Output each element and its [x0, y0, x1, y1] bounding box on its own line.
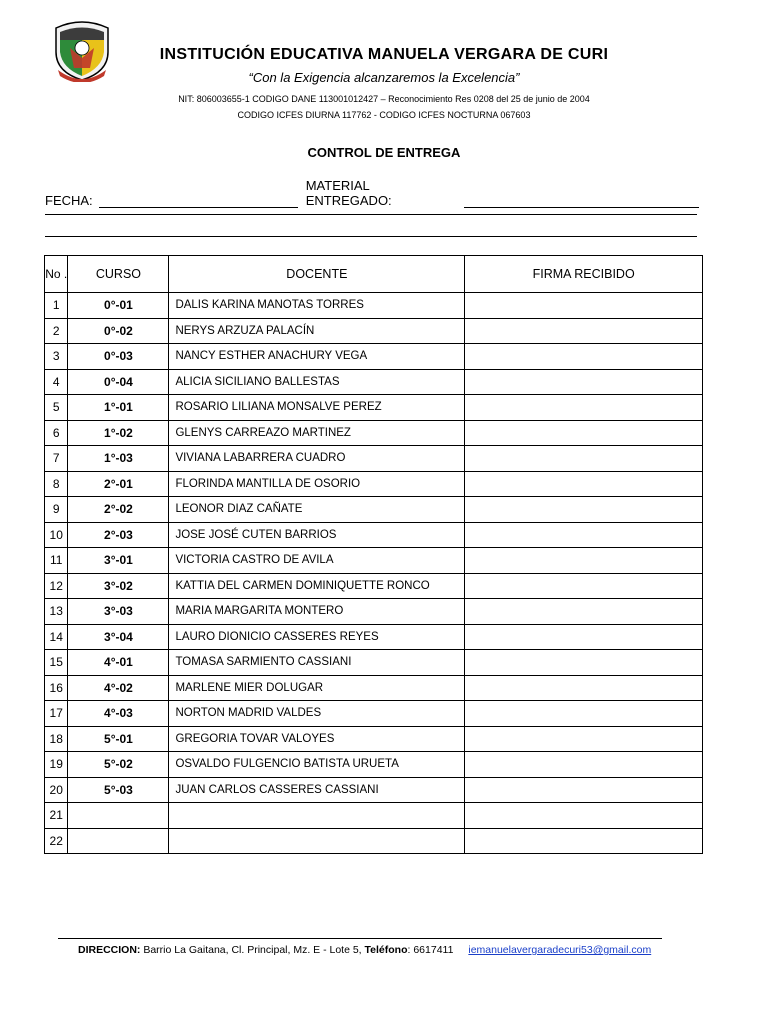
telefono-label: Teléfono — [361, 944, 408, 956]
nit-line: NIT: 806003655-1 CODIGO DANE 113001012427 – Reconocimiento Res 0208 del 25 de junio de 2004 — [178, 94, 590, 104]
row-curso: 0°-04 — [68, 369, 169, 395]
row-firma-field[interactable] — [465, 803, 703, 829]
row-number: 20 — [45, 777, 68, 803]
row-number: 7 — [45, 446, 68, 472]
delivery-control-table — [44, 255, 703, 854]
row-number: 5 — [45, 395, 68, 421]
row-docente: NORTON MADRID VALDES — [169, 701, 465, 727]
row-docente: NANCY ESTHER ANACHURY VEGA — [169, 344, 465, 370]
row-docente: DALIS KARINA MANOTAS TORRES — [169, 293, 465, 319]
row-curso: 0°-02 — [68, 318, 169, 344]
row-firma-field[interactable] — [465, 369, 703, 395]
row-firma-field[interactable] — [465, 701, 703, 727]
row-number: 12 — [45, 573, 68, 599]
row-docente: MARLENE MIER DOLUGAR — [169, 675, 465, 701]
row-firma-field[interactable] — [465, 522, 703, 548]
row-number: 14 — [45, 624, 68, 650]
row-curso: 3°-03 — [68, 599, 169, 625]
row-firma-field[interactable] — [465, 318, 703, 344]
document-title: CONTROL DE ENTREGA — [307, 145, 461, 160]
table-row — [45, 701, 703, 727]
row-number: 11 — [45, 548, 68, 574]
row-number: 21 — [45, 803, 68, 829]
row-docente: ALICIA SICILIANO BALLESTAS — [169, 369, 465, 395]
table-row — [45, 522, 703, 548]
row-docente: MARIA MARGARITA MONTERO — [169, 599, 465, 625]
row-firma-field[interactable] — [465, 726, 703, 752]
telefono-value: : 6617411 — [407, 944, 454, 956]
row-curso — [68, 803, 169, 829]
row-number: 17 — [45, 701, 68, 727]
row-number: 15 — [45, 650, 68, 676]
email-link[interactable]: iemanuelavergaradecuri53@gmail.com — [468, 944, 652, 956]
row-firma-field[interactable] — [465, 650, 703, 676]
row-firma-field[interactable] — [465, 395, 703, 421]
table-row — [45, 548, 703, 574]
row-number: 2 — [45, 318, 68, 344]
row-docente: GLENYS CARREAZO MARTINEZ — [169, 420, 465, 446]
row-number: 3 — [45, 344, 68, 370]
header-no: No . — [45, 256, 68, 293]
row-docente: JOSE JOSÉ CUTEN BARRIOS — [169, 522, 465, 548]
row-firma-field[interactable] — [465, 777, 703, 803]
fecha-label: FECHA: — [45, 193, 93, 208]
row-number: 16 — [45, 675, 68, 701]
table-header-row — [45, 256, 703, 293]
header-curso: CURSO — [68, 256, 169, 293]
footer — [78, 944, 651, 956]
row-curso — [68, 828, 169, 854]
table-row — [45, 344, 703, 370]
row-curso: 1°-02 — [68, 420, 169, 446]
row-number: 19 — [45, 752, 68, 778]
header-firma: FIRMA RECIBIDO — [465, 256, 703, 293]
row-docente: LAURO DIONICIO CASSERES REYES — [169, 624, 465, 650]
row-docente — [169, 803, 465, 829]
row-docente: VIVIANA LABARRERA CUADRO — [169, 446, 465, 472]
material-label: MATERIAL ENTREGADO: — [305, 178, 392, 208]
table-row — [45, 803, 703, 829]
row-curso: 2°-03 — [68, 522, 169, 548]
row-number: 18 — [45, 726, 68, 752]
row-firma-field[interactable] — [465, 752, 703, 778]
table-row — [45, 369, 703, 395]
row-curso: 1°-03 — [68, 446, 169, 472]
table-row — [45, 318, 703, 344]
row-curso: 3°-01 — [68, 548, 169, 574]
row-number: 4 — [45, 369, 68, 395]
row-curso: 5°-03 — [68, 777, 169, 803]
row-firma-field[interactable] — [465, 344, 703, 370]
row-firma-field[interactable] — [465, 446, 703, 472]
table-row — [45, 675, 703, 701]
table-row — [45, 395, 703, 421]
row-docente: JUAN CARLOS CASSERES CASSIANI — [169, 777, 465, 803]
table-row — [45, 777, 703, 803]
row-number: 9 — [45, 497, 68, 523]
footer-divider — [58, 938, 662, 939]
row-curso: 3°-02 — [68, 573, 169, 599]
institution-motto: “Con la Exigencia alcanzaremos la Excelencia” — [248, 70, 520, 85]
row-docente: FLORINDA MANTILLA DE OSORIO — [169, 471, 465, 497]
table-row — [45, 828, 703, 854]
table-row — [45, 293, 703, 319]
row-firma-field[interactable] — [465, 624, 703, 650]
row-firma-field[interactable] — [465, 548, 703, 574]
row-docente: LEONOR DIAZ CAÑATE — [169, 497, 465, 523]
row-curso: 0°-03 — [68, 344, 169, 370]
table-row — [45, 573, 703, 599]
row-number: 22 — [45, 828, 68, 854]
icfes-line: CODIGO ICFES DIURNA 117762 - CODIGO ICFES NOCTURNA 067603 — [237, 110, 531, 120]
row-number: 10 — [45, 522, 68, 548]
row-number: 8 — [45, 471, 68, 497]
row-curso: 3°-04 — [68, 624, 169, 650]
row-firma-field[interactable] — [465, 599, 703, 625]
material-extra-line-2[interactable] — [45, 236, 697, 237]
row-curso: 2°-01 — [68, 471, 169, 497]
row-docente: NERYS ARZUZA PALACÍN — [169, 318, 465, 344]
table-row — [45, 726, 703, 752]
row-number: 13 — [45, 599, 68, 625]
table-row — [45, 650, 703, 676]
row-firma-field[interactable] — [465, 420, 703, 446]
material-field[interactable] — [464, 193, 699, 208]
table-row — [45, 420, 703, 446]
table-row — [45, 624, 703, 650]
row-docente: KATTIA DEL CARMEN DOMINIQUETTE RONCO — [169, 573, 465, 599]
row-curso: 5°-01 — [68, 726, 169, 752]
row-docente: TOMASA SARMIENTO CASSIANI — [169, 650, 465, 676]
row-docente: ROSARIO LILIANA MONSALVE PEREZ — [169, 395, 465, 421]
row-curso: 4°-03 — [68, 701, 169, 727]
row-firma-field[interactable] — [465, 497, 703, 523]
row-firma-field[interactable] — [465, 828, 703, 854]
header-docente: DOCENTE — [169, 256, 465, 293]
table-row — [45, 752, 703, 778]
table-row — [45, 471, 703, 497]
direccion-value: Barrio La Gaitana, Cl. Principal, Mz. E - Lote 5, — [140, 944, 362, 956]
row-curso: 1°-01 — [68, 395, 169, 421]
row-number: 1 — [45, 293, 68, 319]
row-firma-field[interactable] — [465, 471, 703, 497]
material-extra-line-1[interactable] — [45, 214, 697, 215]
fecha-field[interactable] — [99, 193, 298, 208]
direccion-label: DIRECCION: — [78, 944, 141, 956]
institution-name: INSTITUCIÓN EDUCATIVA MANUELA VERGARA DE CURI — [159, 46, 609, 63]
row-firma-field[interactable] — [465, 573, 703, 599]
row-firma-field[interactable] — [465, 293, 703, 319]
institution-logo-icon — [50, 18, 114, 82]
row-curso: 4°-02 — [68, 675, 169, 701]
table-row — [45, 497, 703, 523]
row-curso: 0°-01 — [68, 293, 169, 319]
row-firma-field[interactable] — [465, 675, 703, 701]
row-curso: 5°-02 — [68, 752, 169, 778]
table-row — [45, 599, 703, 625]
table-row — [45, 446, 703, 472]
row-docente: GREGORIA TOVAR VALOYES — [169, 726, 465, 752]
row-curso: 4°-01 — [68, 650, 169, 676]
form-header-row — [45, 178, 705, 208]
row-docente: VICTORIA CASTRO DE AVILA — [169, 548, 465, 574]
row-number: 6 — [45, 420, 68, 446]
row-docente: OSVALDO FULGENCIO BATISTA URUETA — [169, 752, 465, 778]
row-curso: 2°-02 — [68, 497, 169, 523]
row-docente — [169, 828, 465, 854]
